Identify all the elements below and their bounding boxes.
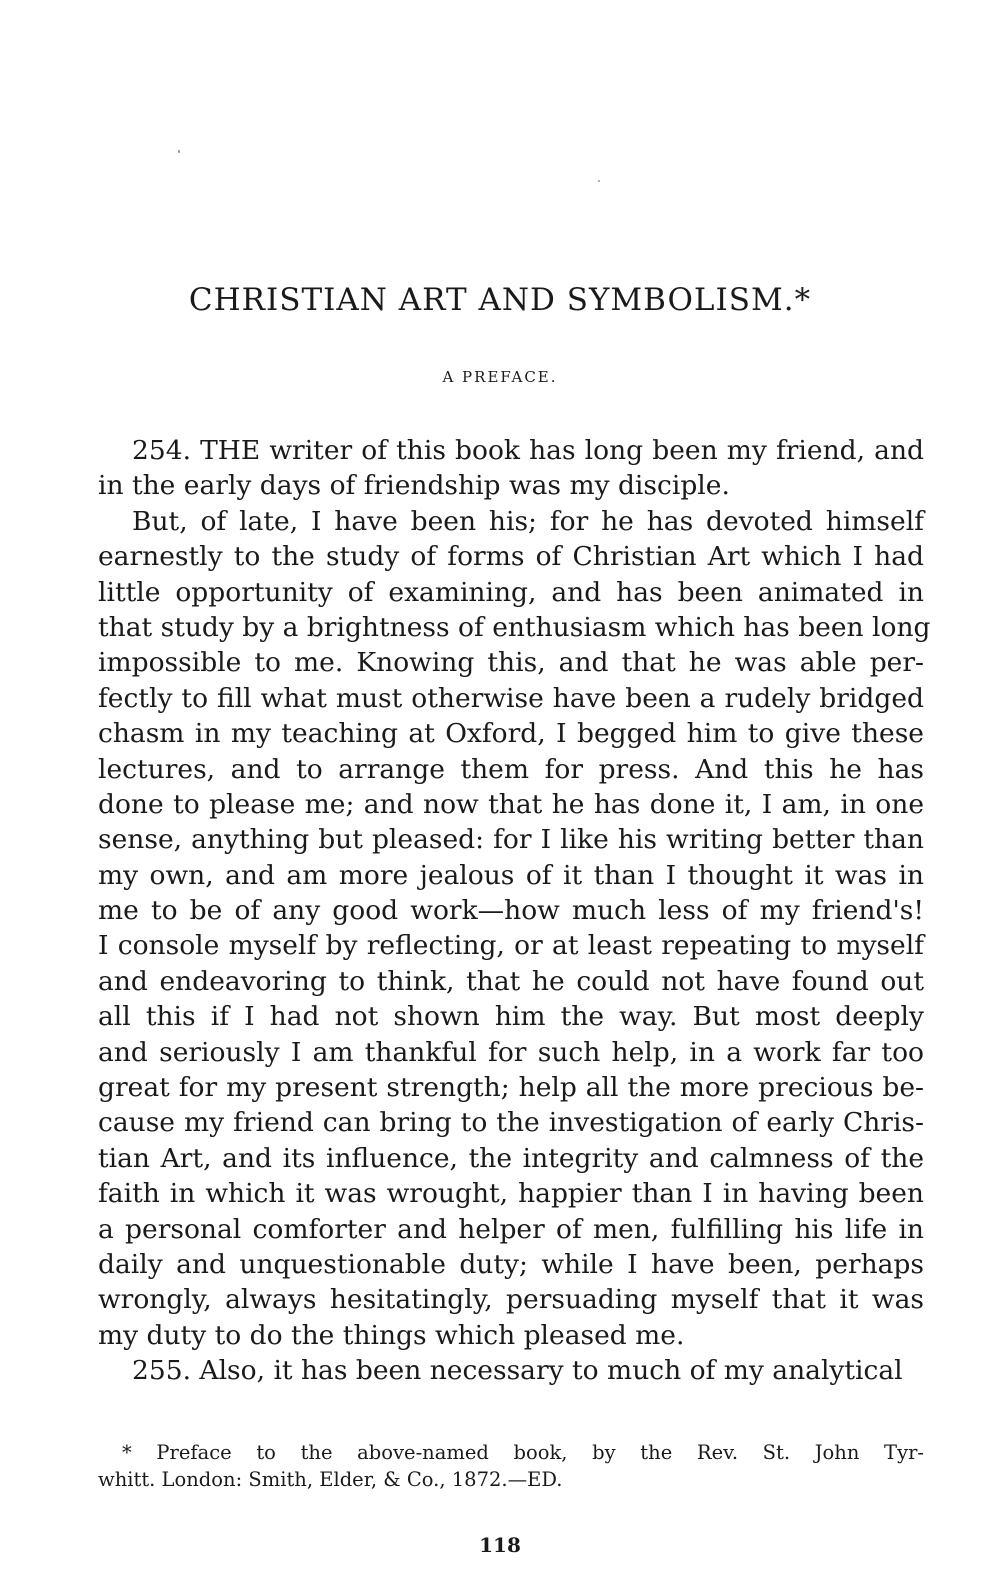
text-line: chasm in my teaching at Oxford, I begged him to give these [98,718,924,750]
text-line: faith in which it was wrought, happier than I in having been [98,1178,924,1210]
text-line: impossible to me. Knowing this, and that he was able per- [98,647,924,679]
text-line: and endeavoring to think, that he could not have found out [98,965,924,997]
text-line: my duty to do the things which pleased me. [98,1319,685,1351]
page-number: 118 [479,1533,521,1557]
text-line: I console myself by reflecting, or at least repeating to myself [98,930,924,962]
text-line: wrongly, always hesitatingly, persuading myself that it was [98,1284,924,1316]
paper-speck [598,180,600,182]
text-line: sense, anything but pleased: for I like his writing better than [98,824,924,856]
footnote-line: * Preface to the above-named book, by the Rev. St. John Tyr- [122,1441,924,1464]
text-line: my own, and am more jealous of it than I thought it was in [98,859,924,891]
text-line: earnestly to the study of forms of Christian Art which I had [98,541,924,573]
text-line: a personal comforter and helper of men, fulfilling his life in [98,1213,924,1245]
text-line: all this if I had not shown him the way. But most deeply [98,1001,924,1033]
text-line: in the early days of friendship was my disciple. [98,470,730,502]
text-line: fectly to fill what must otherwise have been a rudely bridged [98,682,924,714]
text-line: me to be of any good work—how much less of my friend's! [98,895,924,927]
paper-speck [178,150,180,153]
text-line: little opportunity of examining, and has been animated in [98,576,924,608]
body-text [98,433,931,1389]
chapter-subtitle: A PREFACE. [442,368,558,386]
text-line: done to please me; and now that he has done it, I am, in one [98,788,924,820]
text-line: that study by a brightness of enthusiasm which has been long [98,611,931,643]
text-line: But, of late, I have been his; for he has devoted himself [132,505,924,537]
text-line: 254. THE writer of this book has long been my friend, and [132,435,924,466]
footnote [98,1439,924,1493]
text-line: tian Art, and its influence, the integrity and calmness of the [98,1142,924,1174]
text-line: cause my friend can bring to the investigation of early Chris- [98,1107,924,1139]
text-line: 255. Also, it has been necessary to much of my analytical [132,1355,903,1387]
text-line: great for my present strength; help all the more precious be- [98,1072,924,1104]
chapter-title: CHRISTIAN ART AND SYMBOLISM.* [188,282,812,318]
text-line: daily and unquestionable duty; while I have been, perhaps [98,1248,924,1280]
text-line: lectures, and to arrange them for press. And this he has [98,753,924,785]
text-line: and seriously I am thankful for such help, in a work far too [98,1036,924,1068]
footnote-line: whitt. London: Smith, Elder, & Co., 1872.—ED. [98,1468,563,1491]
